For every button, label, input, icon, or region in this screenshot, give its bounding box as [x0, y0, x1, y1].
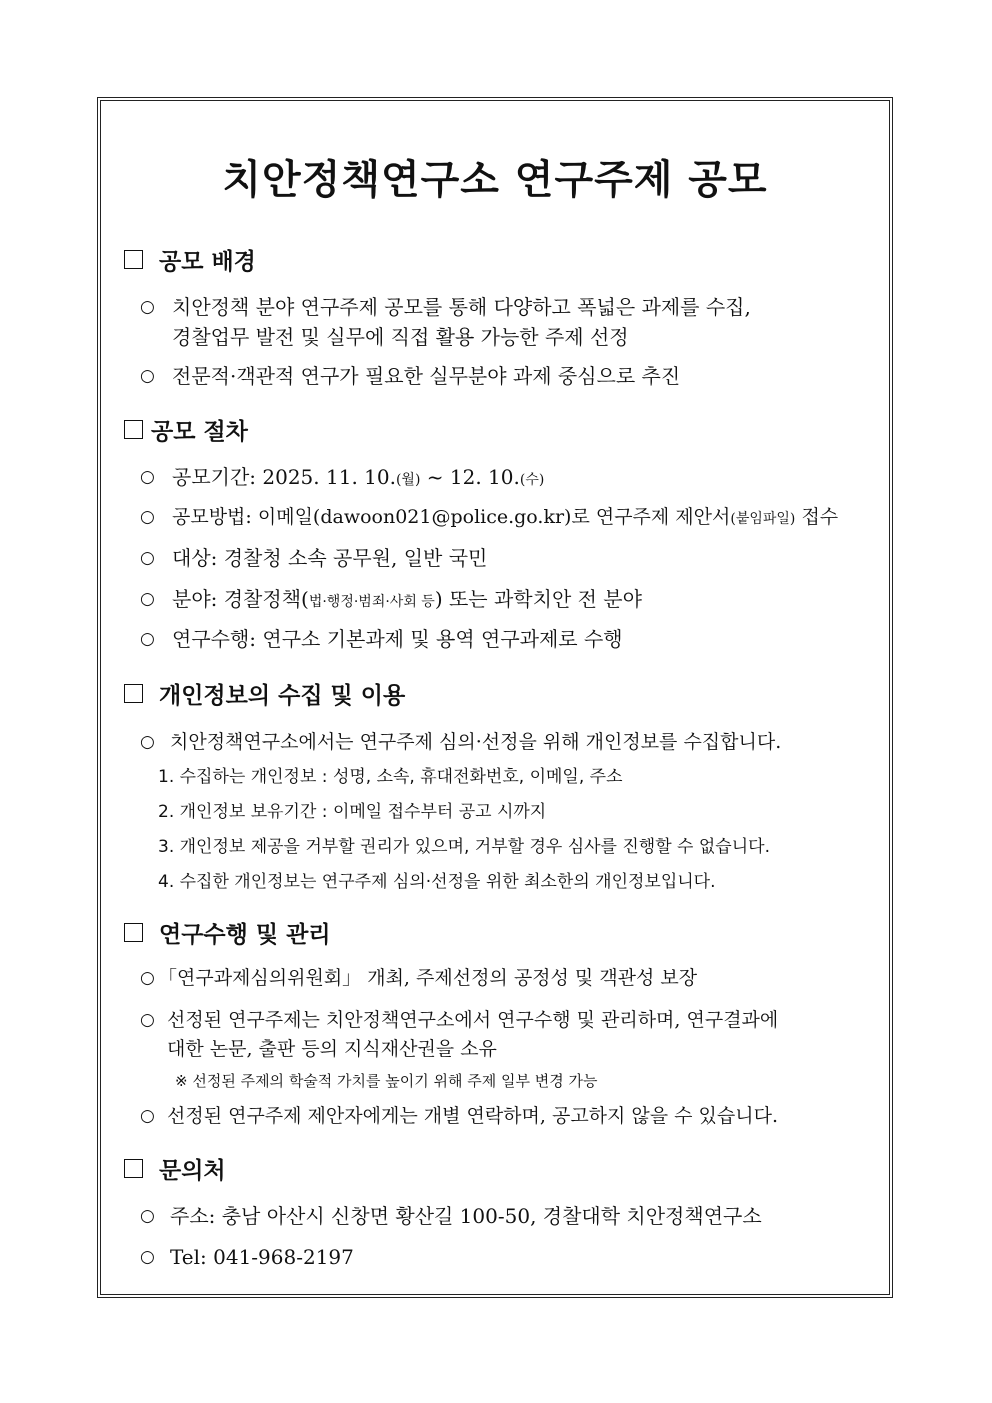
bullet-icon: ○ [140, 1206, 155, 1226]
list-item: 「연구과제심의위원회」 개최, 주제선정의 공정성 및 객관성 보장 [158, 967, 698, 989]
section-heading-background [124, 243, 256, 276]
bullet-icon: ○ [140, 507, 155, 527]
list-item-method: 공모방법: 이메일(dawoon021@police.go.kr)로 연구주제 제안서(붙임파일) 접수 [172, 506, 839, 528]
list-item-continuation: 경찰업무 발전 및 실무에 직접 활용 가능한 주제 선정 [172, 325, 629, 349]
checkbox-square-icon [124, 250, 143, 269]
privacy-subitem: 1. 수집하는 개인정보 : 성명, 소속, 휴대전화번호, 이메일, 주소 [158, 767, 623, 787]
bullet-icon: ○ [140, 366, 155, 386]
bullet-icon: ○ [140, 732, 155, 752]
privacy-subitem: 3. 개인정보 제공을 거부할 권리가 있으며, 거부할 경우 심사를 진행할 수 없습니다. [158, 837, 770, 857]
section-heading-contact [124, 1152, 226, 1185]
list-item: 전문적·객관적 연구가 필요한 실무분야 과제 중심으로 추진 [172, 364, 681, 388]
list-item-field: 분야: 경찰정책(법·행정·범죄·사회 등) 또는 과학치안 전 분야 [172, 587, 642, 611]
privacy-subitem: 4. 수집한 개인정보는 연구주제 심의·선정을 위한 최소한의 개인정보입니다. [158, 872, 716, 892]
checkbox-square-icon [124, 420, 143, 439]
section-heading-label: 공모 절차 [151, 419, 248, 445]
checkbox-square-icon [124, 684, 143, 703]
contact-phone: Tel: 041-968-2197 [170, 1245, 354, 1269]
section-heading-privacy [124, 677, 405, 710]
bullet-icon: ○ [140, 1106, 155, 1126]
bullet-icon: ○ [140, 589, 155, 609]
contact-address: 주소: 충남 아산시 신창면 황산길 100-50, 경찰대학 치안정책연구소 [170, 1204, 762, 1228]
privacy-subitem: 2. 개인정보 보유기간 : 이메일 접수부터 공고 시까지 [158, 802, 547, 822]
list-item: 선정된 연구주제 제안자에게는 개별 연락하며, 공고하지 않을 수 있습니다. [167, 1105, 779, 1127]
section-heading-label: 문의처 [159, 1158, 226, 1184]
section-heading-label: 공모 배경 [159, 249, 256, 275]
checkbox-square-icon [124, 1159, 143, 1178]
section-heading-label: 개인정보의 수집 및 이용 [159, 683, 406, 709]
list-item-target: 대상: 경찰청 소속 공무원, 일반 국민 [172, 546, 488, 570]
list-item-continuation: 대한 논문, 출판 등의 지식재산권을 소유 [167, 1038, 497, 1060]
list-item: 선정된 연구주제는 치안정책연구소에서 연구수행 및 관리하며, 연구결과에 [167, 1009, 779, 1031]
bullet-icon: ○ [140, 467, 155, 487]
list-item: 치안정책연구소에서는 연구주제 심의·선정을 위해 개인정보를 수집합니다. [170, 731, 782, 753]
bullet-icon: ○ [140, 968, 155, 988]
list-item: 치안정책 분야 연구주제 공모를 통해 다양하고 폭넓은 과제를 수집, [172, 295, 751, 319]
bullet-icon: ○ [140, 629, 155, 649]
section-heading-label: 연구수행 및 관리 [159, 922, 331, 948]
note-text: ※ 선정된 주제의 학술적 가치를 높이기 위해 주제 일부 변경 가능 [175, 1072, 598, 1090]
bullet-icon: ○ [140, 1247, 155, 1267]
bullet-icon: ○ [140, 548, 155, 568]
bullet-icon: ○ [140, 1010, 155, 1030]
page-title: 치안정책연구소 연구주제 공모 [222, 157, 768, 203]
section-heading-management [124, 916, 331, 949]
list-item-period: 공모기간: 2025. 11. 10.(월) ~ 12. 10.(수) [172, 465, 545, 489]
checkbox-square-icon [124, 923, 143, 942]
section-heading-procedure [124, 413, 248, 446]
list-item-execution: 연구수행: 연구소 기본과제 및 용역 연구과제로 수행 [172, 627, 623, 651]
bullet-icon: ○ [140, 297, 155, 317]
